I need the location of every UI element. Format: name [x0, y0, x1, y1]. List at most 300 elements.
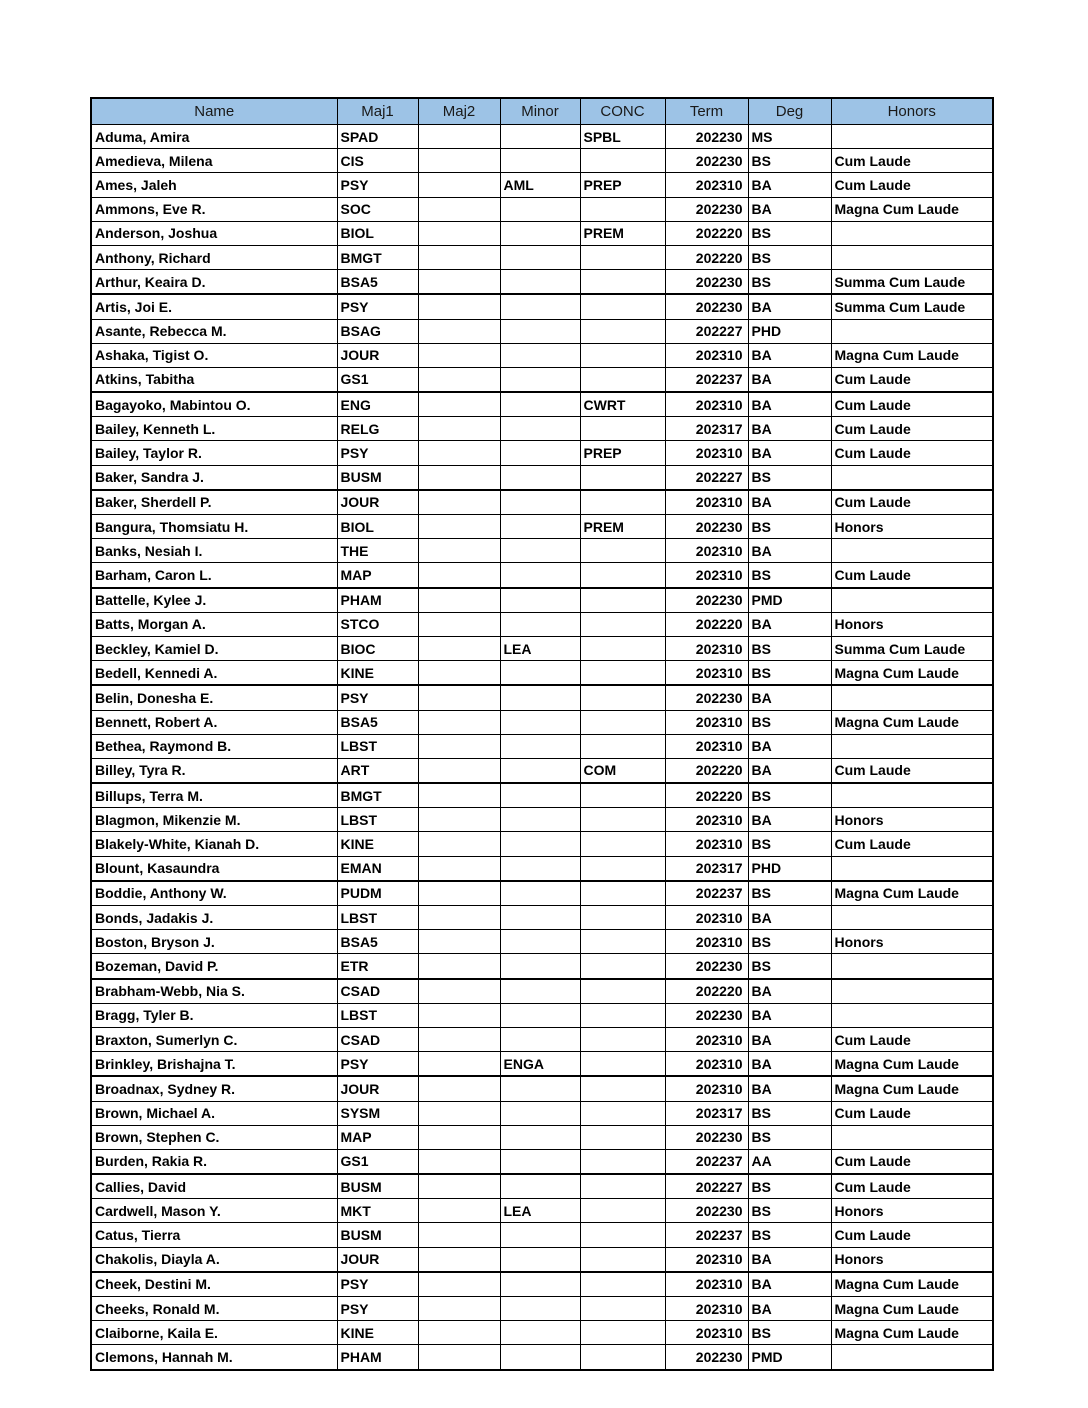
cell-conc	[580, 1272, 665, 1297]
cell-honors	[831, 125, 993, 149]
cell-term: 202317	[665, 417, 748, 441]
cell-term: 202310	[665, 636, 748, 660]
table-row	[91, 1223, 993, 1247]
cell-term: 202310	[665, 539, 748, 563]
table-row	[91, 734, 993, 758]
cell-maj2	[418, 1003, 500, 1027]
cell-conc	[580, 245, 665, 269]
cell-maj2	[418, 954, 500, 979]
cell-term: 202310	[665, 441, 748, 465]
cell-conc	[580, 612, 665, 636]
cell-deg: BA	[748, 1003, 831, 1027]
table-header-row	[91, 98, 993, 125]
cell-name: Bangura, Thomsiatu H.	[91, 515, 337, 539]
cell-maj1: MKT	[337, 1199, 418, 1223]
cell-term: 202310	[665, 1247, 748, 1272]
cell-honors	[831, 319, 993, 343]
table-row	[91, 1149, 993, 1174]
cell-term: 202310	[665, 734, 748, 758]
graduates-roster-table	[90, 97, 994, 1371]
cell-maj2	[418, 294, 500, 319]
cell-conc	[580, 1003, 665, 1027]
cell-minor	[500, 1297, 580, 1321]
cell-conc	[580, 1321, 665, 1345]
cell-name: Bozeman, David P.	[91, 954, 337, 979]
cell-term: 202310	[665, 710, 748, 734]
table-row	[91, 197, 993, 221]
cell-deg: BS	[748, 710, 831, 734]
cell-minor	[500, 221, 580, 245]
cell-honors	[831, 783, 993, 808]
cell-conc	[580, 294, 665, 319]
cell-deg: PMD	[748, 1345, 831, 1370]
cell-minor	[500, 490, 580, 515]
cell-name: Baker, Sherdell P.	[91, 490, 337, 515]
cell-maj1: BIOL	[337, 515, 418, 539]
cell-conc	[580, 1052, 665, 1077]
cell-maj2	[418, 783, 500, 808]
cell-name: Arthur, Keaira D.	[91, 270, 337, 295]
cell-deg: BS	[748, 1223, 831, 1247]
cell-term: 202310	[665, 906, 748, 930]
table-row	[91, 1297, 993, 1321]
cell-name: Claiborne, Kaila E.	[91, 1321, 337, 1345]
cell-deg: BA	[748, 1272, 831, 1297]
cell-term: 202310	[665, 1321, 748, 1345]
cell-honors	[831, 734, 993, 758]
cell-term: 202237	[665, 1149, 748, 1174]
cell-name: Barham, Caron L.	[91, 563, 337, 588]
table-row	[91, 417, 993, 441]
cell-maj2	[418, 319, 500, 343]
cell-honors	[831, 1125, 993, 1149]
cell-minor: AML	[500, 173, 580, 197]
cell-conc	[580, 588, 665, 613]
cell-term: 202310	[665, 173, 748, 197]
cell-name: Bagayoko, Mabintou O.	[91, 392, 337, 417]
cell-maj2	[418, 661, 500, 686]
cell-maj2	[418, 465, 500, 490]
cell-maj1: ART	[337, 758, 418, 783]
cell-maj1: BSAG	[337, 319, 418, 343]
cell-maj2	[418, 685, 500, 710]
cell-conc	[580, 465, 665, 490]
table-row	[91, 343, 993, 367]
cell-maj2	[418, 856, 500, 881]
cell-minor	[500, 1076, 580, 1101]
cell-deg: BA	[748, 1297, 831, 1321]
cell-term: 202317	[665, 856, 748, 881]
table-row	[91, 856, 993, 881]
cell-deg: PHD	[748, 856, 831, 881]
cell-deg: BS	[748, 465, 831, 490]
cell-name: Baker, Sandra J.	[91, 465, 337, 490]
cell-name: Anderson, Joshua	[91, 221, 337, 245]
cell-maj2	[418, 125, 500, 149]
table-row	[91, 149, 993, 173]
cell-deg: PMD	[748, 588, 831, 613]
cell-name: Cardwell, Mason Y.	[91, 1199, 337, 1223]
cell-deg: BS	[748, 245, 831, 269]
cell-conc	[580, 1199, 665, 1223]
column-header-deg: Deg	[748, 98, 831, 125]
cell-maj2	[418, 197, 500, 221]
cell-maj1: PUDM	[337, 881, 418, 906]
cell-deg: BS	[748, 881, 831, 906]
cell-honors	[831, 979, 993, 1004]
cell-conc	[580, 1125, 665, 1149]
cell-name: Burden, Rakia R.	[91, 1149, 337, 1174]
cell-name: Clemons, Hannah M.	[91, 1345, 337, 1370]
cell-term: 202220	[665, 612, 748, 636]
cell-maj1: PSY	[337, 1297, 418, 1321]
cell-honors: Honors	[831, 930, 993, 954]
column-header-maj2: Maj2	[418, 98, 500, 125]
cell-deg: BA	[748, 758, 831, 783]
cell-minor: ENGA	[500, 1052, 580, 1077]
cell-name: Asante, Rebecca M.	[91, 319, 337, 343]
cell-term: 202310	[665, 930, 748, 954]
table-row	[91, 1076, 993, 1101]
cell-deg: BA	[748, 612, 831, 636]
cell-name: Amedieva, Milena	[91, 149, 337, 173]
cell-maj2	[418, 906, 500, 930]
cell-term: 202230	[665, 270, 748, 295]
cell-conc	[580, 954, 665, 979]
cell-deg: BA	[748, 1076, 831, 1101]
column-header-term: Term	[665, 98, 748, 125]
cell-honors	[831, 906, 993, 930]
cell-maj2	[418, 173, 500, 197]
cell-minor	[500, 149, 580, 173]
cell-conc: SPBL	[580, 125, 665, 149]
cell-minor	[500, 856, 580, 881]
cell-minor	[500, 1321, 580, 1345]
cell-honors: Summa Cum Laude	[831, 636, 993, 660]
cell-minor	[500, 661, 580, 686]
table-row	[91, 245, 993, 269]
cell-name: Bethea, Raymond B.	[91, 734, 337, 758]
cell-deg: BS	[748, 221, 831, 245]
cell-minor	[500, 1125, 580, 1149]
table-row	[91, 1003, 993, 1027]
cell-maj1: JOUR	[337, 343, 418, 367]
cell-minor	[500, 1247, 580, 1272]
cell-name: Bennett, Robert A.	[91, 710, 337, 734]
cell-honors	[831, 1003, 993, 1027]
cell-honors: Magna Cum Laude	[831, 1076, 993, 1101]
cell-deg: BS	[748, 661, 831, 686]
cell-maj1: LBST	[337, 1003, 418, 1027]
cell-deg: BA	[748, 1027, 831, 1051]
cell-honors: Magna Cum Laude	[831, 1052, 993, 1077]
cell-maj2	[418, 1174, 500, 1199]
cell-term: 202227	[665, 465, 748, 490]
cell-name: Blagmon, Mikenzie M.	[91, 808, 337, 832]
cell-maj1: BSA5	[337, 710, 418, 734]
cell-conc	[580, 367, 665, 392]
cell-term: 202227	[665, 1174, 748, 1199]
cell-minor	[500, 465, 580, 490]
cell-name: Batts, Morgan A.	[91, 612, 337, 636]
cell-minor	[500, 832, 580, 856]
cell-deg: BA	[748, 1247, 831, 1272]
cell-honors: Honors	[831, 808, 993, 832]
cell-conc: PREP	[580, 441, 665, 465]
cell-minor	[500, 1027, 580, 1051]
cell-maj1: RELG	[337, 417, 418, 441]
cell-name: Anthony, Richard	[91, 245, 337, 269]
cell-maj1: MAP	[337, 563, 418, 588]
cell-maj1: BUSM	[337, 1174, 418, 1199]
cell-deg: BA	[748, 979, 831, 1004]
table-row	[91, 808, 993, 832]
cell-term: 202230	[665, 149, 748, 173]
cell-conc	[580, 1297, 665, 1321]
cell-conc	[580, 1027, 665, 1051]
table-row	[91, 612, 993, 636]
cell-conc	[580, 319, 665, 343]
cell-maj2	[418, 979, 500, 1004]
cell-maj1: KINE	[337, 1321, 418, 1345]
cell-maj2	[418, 441, 500, 465]
cell-honors: Magna Cum Laude	[831, 710, 993, 734]
cell-name: Braxton, Sumerlyn C.	[91, 1027, 337, 1051]
cell-maj2	[418, 1052, 500, 1077]
table-row	[91, 979, 993, 1004]
cell-term: 202230	[665, 197, 748, 221]
cell-maj1: BSA5	[337, 270, 418, 295]
cell-maj1: EMAN	[337, 856, 418, 881]
cell-minor	[500, 563, 580, 588]
cell-honors: Magna Cum Laude	[831, 1297, 993, 1321]
cell-maj1: PHAM	[337, 588, 418, 613]
cell-maj2	[418, 1297, 500, 1321]
cell-name: Brown, Stephen C.	[91, 1125, 337, 1149]
table-row	[91, 1321, 993, 1345]
cell-term: 202310	[665, 392, 748, 417]
cell-minor	[500, 1174, 580, 1199]
cell-maj1: THE	[337, 539, 418, 563]
cell-maj1: ENG	[337, 392, 418, 417]
cell-maj2	[418, 221, 500, 245]
cell-maj2	[418, 539, 500, 563]
cell-name: Bailey, Taylor R.	[91, 441, 337, 465]
cell-minor: LEA	[500, 1199, 580, 1223]
cell-honors: Honors	[831, 1199, 993, 1223]
cell-conc: PREM	[580, 515, 665, 539]
cell-honors: Summa Cum Laude	[831, 270, 993, 295]
cell-maj2	[418, 808, 500, 832]
cell-honors: Cum Laude	[831, 1101, 993, 1125]
cell-minor	[500, 367, 580, 392]
cell-term: 202310	[665, 490, 748, 515]
cell-minor	[500, 294, 580, 319]
cell-deg: PHD	[748, 319, 831, 343]
cell-deg: BS	[748, 1199, 831, 1223]
table-row	[91, 661, 993, 686]
cell-minor	[500, 1003, 580, 1027]
cell-maj2	[418, 392, 500, 417]
table-row	[91, 294, 993, 319]
cell-maj2	[418, 832, 500, 856]
cell-maj1: GS1	[337, 1149, 418, 1174]
cell-name: Beckley, Kamiel D.	[91, 636, 337, 660]
cell-minor	[500, 1149, 580, 1174]
cell-deg: BA	[748, 734, 831, 758]
cell-honors	[831, 245, 993, 269]
cell-name: Brown, Michael A.	[91, 1101, 337, 1125]
cell-conc	[580, 1223, 665, 1247]
cell-honors: Cum Laude	[831, 1027, 993, 1051]
cell-conc	[580, 1174, 665, 1199]
cell-minor	[500, 515, 580, 539]
cell-name: Catus, Tierra	[91, 1223, 337, 1247]
table-row	[91, 270, 993, 295]
cell-name: Brabham-Webb, Nia S.	[91, 979, 337, 1004]
cell-name: Aduma, Amira	[91, 125, 337, 149]
cell-maj2	[418, 149, 500, 173]
cell-minor	[500, 1101, 580, 1125]
cell-maj1: PSY	[337, 1052, 418, 1077]
cell-conc	[580, 906, 665, 930]
cell-maj2	[418, 612, 500, 636]
cell-minor	[500, 906, 580, 930]
cell-conc: COM	[580, 758, 665, 783]
cell-honors: Cum Laude	[831, 149, 993, 173]
cell-honors: Cum Laude	[831, 563, 993, 588]
cell-deg: BA	[748, 685, 831, 710]
cell-term: 202317	[665, 1101, 748, 1125]
cell-honors: Cum Laude	[831, 392, 993, 417]
cell-term: 202230	[665, 515, 748, 539]
cell-term: 202310	[665, 1027, 748, 1051]
table-row	[91, 906, 993, 930]
cell-maj2	[418, 1223, 500, 1247]
cell-deg: BA	[748, 294, 831, 319]
cell-term: 202230	[665, 954, 748, 979]
cell-conc: PREM	[580, 221, 665, 245]
cell-name: Ashaka, Tigist O.	[91, 343, 337, 367]
cell-maj2	[418, 1076, 500, 1101]
cell-conc	[580, 149, 665, 173]
cell-maj2	[418, 1027, 500, 1051]
cell-maj2	[418, 588, 500, 613]
cell-deg: BA	[748, 441, 831, 465]
cell-conc	[580, 1149, 665, 1174]
cell-maj1: JOUR	[337, 1247, 418, 1272]
cell-deg: BS	[748, 636, 831, 660]
cell-maj2	[418, 490, 500, 515]
cell-name: Artis, Joi E.	[91, 294, 337, 319]
cell-maj1: CIS	[337, 149, 418, 173]
cell-honors: Cum Laude	[831, 367, 993, 392]
cell-minor	[500, 125, 580, 149]
cell-term: 202230	[665, 685, 748, 710]
column-header-conc: CONC	[580, 98, 665, 125]
cell-maj1: LBST	[337, 808, 418, 832]
cell-maj2	[418, 245, 500, 269]
cell-term: 202310	[665, 343, 748, 367]
table-row	[91, 1247, 993, 1272]
cell-honors: Magna Cum Laude	[831, 1272, 993, 1297]
cell-conc	[580, 734, 665, 758]
cell-deg: BA	[748, 906, 831, 930]
cell-maj1: ETR	[337, 954, 418, 979]
table-row	[91, 1272, 993, 1297]
cell-conc	[580, 343, 665, 367]
table-row	[91, 930, 993, 954]
cell-minor	[500, 392, 580, 417]
table-row	[91, 221, 993, 245]
cell-maj2	[418, 1247, 500, 1272]
cell-minor	[500, 319, 580, 343]
cell-maj1: PSY	[337, 685, 418, 710]
cell-maj2	[418, 515, 500, 539]
cell-minor: LEA	[500, 636, 580, 660]
cell-term: 202220	[665, 221, 748, 245]
cell-term: 202237	[665, 1223, 748, 1247]
cell-minor	[500, 245, 580, 269]
cell-minor	[500, 1345, 580, 1370]
cell-conc	[580, 783, 665, 808]
cell-conc	[580, 1076, 665, 1101]
cell-name: Belin, Donesha E.	[91, 685, 337, 710]
cell-minor	[500, 441, 580, 465]
cell-deg: BS	[748, 1125, 831, 1149]
cell-deg: BA	[748, 392, 831, 417]
cell-maj2	[418, 1125, 500, 1149]
cell-honors	[831, 539, 993, 563]
cell-conc	[580, 490, 665, 515]
cell-minor	[500, 758, 580, 783]
cell-term: 202230	[665, 1003, 748, 1027]
table-row	[91, 465, 993, 490]
cell-conc	[580, 808, 665, 832]
cell-name: Billups, Terra M.	[91, 783, 337, 808]
cell-honors	[831, 856, 993, 881]
cell-conc	[580, 270, 665, 295]
cell-term: 202310	[665, 1272, 748, 1297]
cell-honors: Summa Cum Laude	[831, 294, 993, 319]
cell-minor	[500, 954, 580, 979]
cell-maj2	[418, 636, 500, 660]
cell-name: Bonds, Jadakis J.	[91, 906, 337, 930]
cell-maj1: SPAD	[337, 125, 418, 149]
cell-term: 202220	[665, 758, 748, 783]
cell-term: 202220	[665, 783, 748, 808]
table-row	[91, 1345, 993, 1370]
cell-maj1: STCO	[337, 612, 418, 636]
cell-name: Atkins, Tabitha	[91, 367, 337, 392]
cell-term: 202230	[665, 125, 748, 149]
cell-maj2	[418, 734, 500, 758]
cell-minor	[500, 808, 580, 832]
cell-honors	[831, 588, 993, 613]
cell-deg: BS	[748, 1101, 831, 1125]
cell-name: Cheeks, Ronald M.	[91, 1297, 337, 1321]
cell-deg: AA	[748, 1149, 831, 1174]
cell-maj1: LBST	[337, 734, 418, 758]
cell-term: 202227	[665, 319, 748, 343]
cell-minor	[500, 270, 580, 295]
cell-name: Chakolis, Diayla A.	[91, 1247, 337, 1272]
cell-maj2	[418, 930, 500, 954]
cell-maj2	[418, 758, 500, 783]
cell-deg: BS	[748, 930, 831, 954]
cell-honors	[831, 954, 993, 979]
cell-deg: BA	[748, 417, 831, 441]
